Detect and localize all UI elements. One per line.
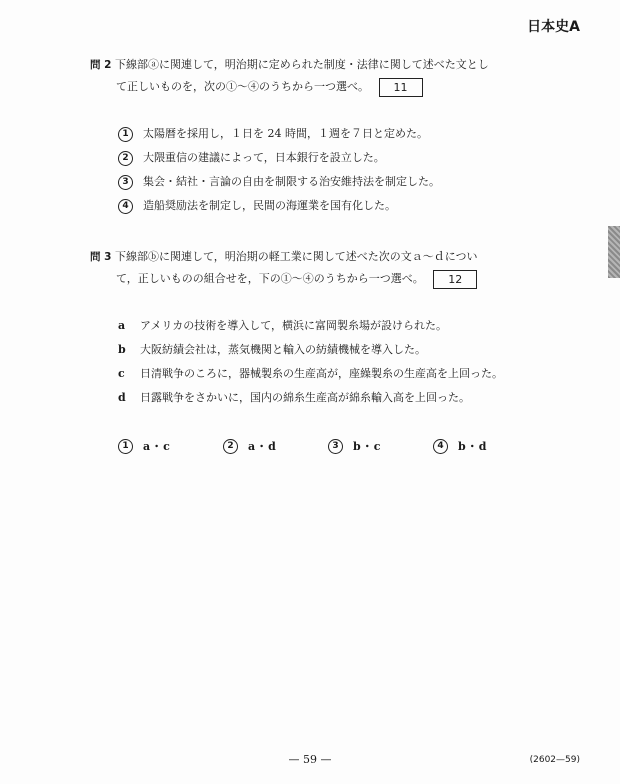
question-2-label: 問 2: [90, 59, 112, 71]
choice-number-icon: 3: [328, 439, 343, 454]
answer-box-11: 11: [379, 78, 423, 97]
statement-letter: b: [118, 343, 126, 356]
statement-d: [118, 386, 578, 410]
question-3-text-1: 下線部ⓑに関連して，明治期の軽工業に関して述べた次の文ａ〜ｄについ: [114, 250, 478, 263]
statement-letter: d: [118, 391, 126, 404]
question-2-options: [118, 122, 578, 218]
subject-title: 日本史A: [527, 19, 580, 35]
statement-text: アメリカの技術を導入して，横浜に富岡製糸場が設けられた。: [140, 319, 448, 332]
choice-number-icon: 1: [118, 127, 133, 142]
choice-number-icon: 4: [433, 439, 448, 454]
choice-number-icon: 2: [223, 439, 238, 454]
choice-number-icon: 1: [118, 439, 133, 454]
option-text: 大隈重信の建議によって，日本銀行を設立した。: [143, 151, 385, 164]
option-2: [118, 146, 578, 170]
combo-value: a・d: [248, 440, 277, 453]
statement-a: [118, 314, 578, 338]
option-text: 造船奨励法を制定し，民間の海運業を国有化した。: [143, 199, 396, 212]
choice-number-icon: 4: [118, 199, 133, 214]
combo-option-2: [223, 438, 328, 454]
question-3-statements: [118, 314, 578, 410]
statement-text: 日露戦争をさかいに，国内の綿糸生産高が綿糸輸入高を上回った。: [140, 391, 470, 404]
statement-letter: c: [118, 367, 125, 380]
combo-value: b・c: [353, 440, 382, 453]
option-text: 集会・結社・言論の自由を制限する治安維持法を制定した。: [143, 175, 440, 188]
question-3-label: 問 3: [90, 251, 112, 263]
combo-value: b・d: [458, 440, 488, 453]
statement-text: 日清戦争のころに，器械製糸の生産高が，座繰製糸の生産高を上回った。: [140, 367, 503, 380]
question-3-text-2: て，正しいものの組合せを，下の①〜④のうちから一つ選べ。: [116, 272, 424, 285]
option-text: 太陽暦を採用し，１日を 24 時間，１週を７日と定めた。: [143, 127, 428, 140]
statement-b: [118, 338, 578, 362]
question-3-combinations: [118, 438, 538, 454]
combo-option-1: [118, 438, 223, 454]
question-3-line-2: [90, 268, 560, 290]
combo-option-3: [328, 438, 433, 454]
question-2-line-1: [90, 54, 560, 76]
combo-option-4: [433, 438, 538, 454]
side-index-tab: [608, 226, 620, 278]
question-3-line-1: [90, 246, 560, 268]
document-code: (2602—59): [529, 755, 580, 765]
statement-text: 大阪紡績会社は，蒸気機関と輸入の紡績機械を導入した。: [140, 343, 426, 356]
question-2-text-1: 下線部ⓐに関連して，明治期に定められた制度・法律に関して述べた文とし: [114, 58, 489, 71]
page-number: — 59 —: [288, 753, 332, 766]
question-2-text-2: て正しいものを，次の①〜④のうちから一つ選べ。: [116, 80, 369, 93]
question-2-line-2: [90, 76, 560, 98]
question-3: [90, 246, 560, 290]
choice-number-icon: 2: [118, 151, 133, 166]
option-1: [118, 122, 578, 146]
option-3: [118, 170, 578, 194]
answer-box-12: 12: [433, 270, 477, 289]
statement-c: [118, 362, 578, 386]
combo-value: a・c: [143, 440, 171, 453]
question-2: [90, 54, 560, 98]
choice-number-icon: 3: [118, 175, 133, 190]
option-4: [118, 194, 578, 218]
statement-letter: a: [118, 319, 126, 332]
